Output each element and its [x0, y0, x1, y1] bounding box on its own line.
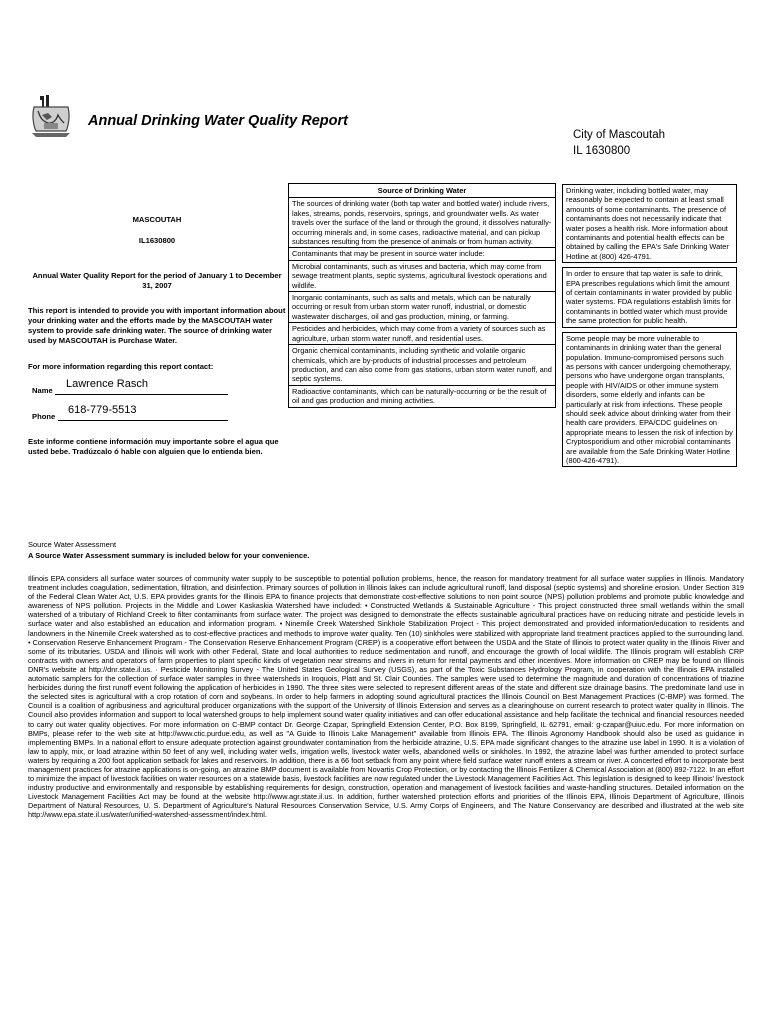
contact-heading: For more information regarding this report contact: [28, 362, 214, 371]
system-name: MASCOUTAH [132, 215, 182, 224]
source-row-pesticides: Pesticides and herbicides, which may come from a variety of sources such as agriculture, urban storm water runoff, and residential uses. [289, 323, 556, 345]
phone-label: Phone [32, 412, 56, 421]
info-box-epa-regulations: In order to ensure that tap water is safe to drink, EPA prescribes regulations which limit the amount of certain contaminants in water provided by public water systems. FDA regulations establish limits for contaminants in bottled water which must provide the same protection for public health. [562, 267, 737, 327]
phone-value: 618-779-5513 [68, 404, 137, 416]
name-value: Lawrence Rasch [66, 378, 148, 390]
info-box-bottled-water: Drinking water, including bottled water, may reasonably be expected to contain at least small amounts of some contaminants. The presence of contaminants does not necessarily indicate that water poses a health risk. More information about contaminants and potential health effects can be obtained by calling the EPA's Safe Drinking Water Hotline at (800) 426-4791. [562, 184, 737, 263]
swa-subheading: A Source Water Assessment summary is included below for your convenience. [28, 551, 310, 560]
source-row-organic: Organic chemical contaminants, including synthetic and volatile organic chemicals, which are by-products of industrial processes and petroleum production, and can also come from gas stations, urban storm water runoff, and septic systems. [289, 345, 556, 386]
info-box-vulnerable-people: Some people may be more vulnerable to contaminants in drinking water than the general population. Immuno-compromised persons such as persons with cancer undergoing chemotherapy, persons who have undergone organ transplants, people with HIV/AIDS or other immune system disorders, some elderly and infants can be particularly at risk from infections. These people should seek advice about drinking water from their health care providers. EPA/CDC guidelines on appropriate means to lessen the risk of infection by Cryptosporidium and other microbial contaminants are available from the Safe Drinking Water Hotline (800-426-4791). [562, 332, 737, 468]
source-row-microbial: Microbial contaminants, such as viruses and bacteria, which may come from sewage treatment plants, septic systems, agricultural livestock operations and wildlife. [289, 260, 556, 291]
swa-heading: Source Water Assessment [28, 540, 117, 549]
right-column [562, 184, 737, 471]
report-period: Annual Water Quality Report for the period of January 1 to December 31, 2007 [32, 271, 282, 290]
source-row-contaminants-intro: Contaminants that may be present in source water include: [289, 248, 556, 260]
source-row-inorganic: Inorganic contaminants, such as salts and metals, which can be naturally occurring or result from urban storm water runoff, industrial, or domestic wastewater discharges, oil and gas production, mining, or farming. [289, 292, 556, 323]
name-label: Name [32, 386, 53, 395]
system-id: IL1630800 [138, 236, 176, 245]
source-row-sources: The sources of drinking water (both tap water and bottled water) include rivers, lakes, streams, ponds, reservoirs, springs, and groundwater wells. As water travels over the surface of the land or through the ground, it dissolves naturally-occurring minerals and, in some cases, radioactive material, and can pickup substances resulting from the presence of animals or from human activity. [289, 198, 556, 248]
source-table-heading: Source of Drinking Water [289, 184, 556, 198]
report-title: Annual Drinking Water Quality Report [88, 113, 348, 129]
source-row-radioactive: Radioactive contaminants, which can be naturally-occurring or be the result of oil and gas production and mining activities. [289, 385, 556, 407]
city-name: City of Mascoutah [573, 129, 666, 141]
spanish-note: Este informe contiene información muy importante sobre el agua que usted bebe. Tradúzcalo ó hable con alguien que lo entienda bien. [28, 437, 279, 456]
system-id-header: IL 1630800 [573, 145, 631, 157]
source-of-water-table [288, 183, 556, 408]
city-block [573, 127, 665, 159]
swa-body: Illinois EPA considers all surface water sources of community water supply to be susceptible to potential pollution problems, hence, the reason for mandatory treatment for all surface water supplies in Illinois. Mandatory treatment includes coagulation, sedimentation, filtration, and disinfection. Primary sources of pollution in Illinois lakes can include agricultural runoff, land disposal (septic systems) and shoreline erosion. Under Section 319 of the Federal Clean Water Act, U.S. EPA provides grants for the Illinois EPA to finance projects that demonstrate cost-effective solutions to non point source (NPS) pollution problems and promote public knowledge and awareness of NPS pollution. Projects in the Middle and Lower Kaskaskia Watershed have included: • Constructed Wetlands & Sustainable Agriculture - This project constructed three small wetlands within the small watershed of a tributary of Richland Creek to filter contaminants from surface water. The project was designed to demonstrate the effects sustainable agricultural practices have on reducing nitrate and pesticide levels in surface water and also established an education and information program. • Ninemile Creek Watershed Sinkhole Stabilization Project - This project demonstrated and provided information/education to residents and landowners in the Ninemile Creek watershed as to cost-effective practices and methods to improve water quality. Ten (10) sinkholes were stabilized with appropriate land treatment practices applied to the surrounding land. • Conservation Reserve Enhancement Program - The Conservation Reserve Enhancement Program (CREP) is a cooperative effort between the USDA and the State of Illinois to protect water quality in the Illinois River and some of its tributaries. USDA and Illinois will work with other Federal, State and local authorities to reduce sedimentation and runoff, and encourage the growth of local wildlife. The Illinois program will establish CRP contracts with owners and operators of farm properties to plant specific kinds of vegetation near streams and rivers in return for rental payments and other incentives. More information on CREP may be found on Illinois DNR's website at http://dnr.state.il.us. · Pesticide Monitoring Survey - The United States Geological Survey (USGS), as part of the Toxic Substances Hydrology Program, in cooperation with the Illinois EPA installed automatic samplers for the collection of surface water samples in three watersheds in Iroquois, Platt and St. Clair Counties. The samples were used to determine the magnitude and duration of concentrations of triazine herbicides during the first runoff event following the application of herbicides in 1990. The three sites were selected to represent different areas of the state and different size drainage basins. The predominate land use in the selected sites is agricultural with a crop rotation of corn and soybeans. In order to help farmers in adopting sound agricultural practices the Illinois Council on Best Management Practices (C-BMP) was formed. The Council is a coalition of agribusiness and agricultural producer organizations with the support of the University of Illinois Extension and serves as a clearinghouse on current research to protect water quality in Illinois. The Council also provides information and support to local watershed groups to help implement sound water quality initiatives and can offer educational assistance and help facilitate the technical and financial resources needed to carry out water quality objectives. For more information on C-BMP contact Dr. George Czapar, Springfield Extension Center, P.O. Box 8199, Springfield, IL 62791, email: g-czapar@uiuc.edu. For more information on BMPs, please refer to the web site at http://www.ctic.purdue.edu, as well as "A Guide to Illinois Lake Management" available from Illinois EPA. The Illinois Agronomy Handbook should also be used as guidance in implementing BMPs. In a national effort to ensure adequate protection against groundwater contamination from the herbicide atrazine, U.S. EPA made significant changes to the atrazine use label in 1990. It is a violation of law to apply, mix, or load atrazine within 50 feet of any well, including water wells, irrigation wells, livestock water wells, abandoned wells or sinkholes. In 1992, the atrazine label was further amended to protect surface waters by requiring a 200 foot application setback for lakes and reservoirs. In addition, there is a 66 foot setback from any point where field surface water runoff enters a stream or river. A concerted effort to incorporate best management practices for atrazine applications is on-going, an atrazine BMP document is available from Novartis Crop Protection, or by contacting the Illinois Fertilizer & Chemical Association at (800) 892-7122. In an effort to minimize the impact of livestock facilities on water resources on a statewide basis, livestock facilities are now regulated under the Livestock Management Facilities Act. This legislation is designed to keep Illinois' livestock industry productive and environmentally and responsible by establishing requirements for design, construction, operation and management of livestock facilities and waste-handling structures. Detailed information on the Livestock Management Facilities Act may be found at the website http://www.agr.state.il.us. In addition, further watershed protection efforts and priorities of the Illinois EPA, Illinois Department of Agriculture, Illinois Department of Natural Resources, U. S. Department of Agriculture's Natural Resources Conservation Service, U.S. Army Corps of Engineers, and The Nature Conservancy are described and illustrated at the web site http://www.epa.state.il.us/water/unified-watershed-assessment/index.html. [28, 574, 744, 820]
logo-icon [30, 93, 72, 139]
intro-paragraph: This report is intended to provide you with important information about your drinking water and the efforts made by the MASCOUTAH water system to provide safe drinking water. The source of drinking water used by MASCOUTAH is Purchase Water. [28, 306, 286, 345]
